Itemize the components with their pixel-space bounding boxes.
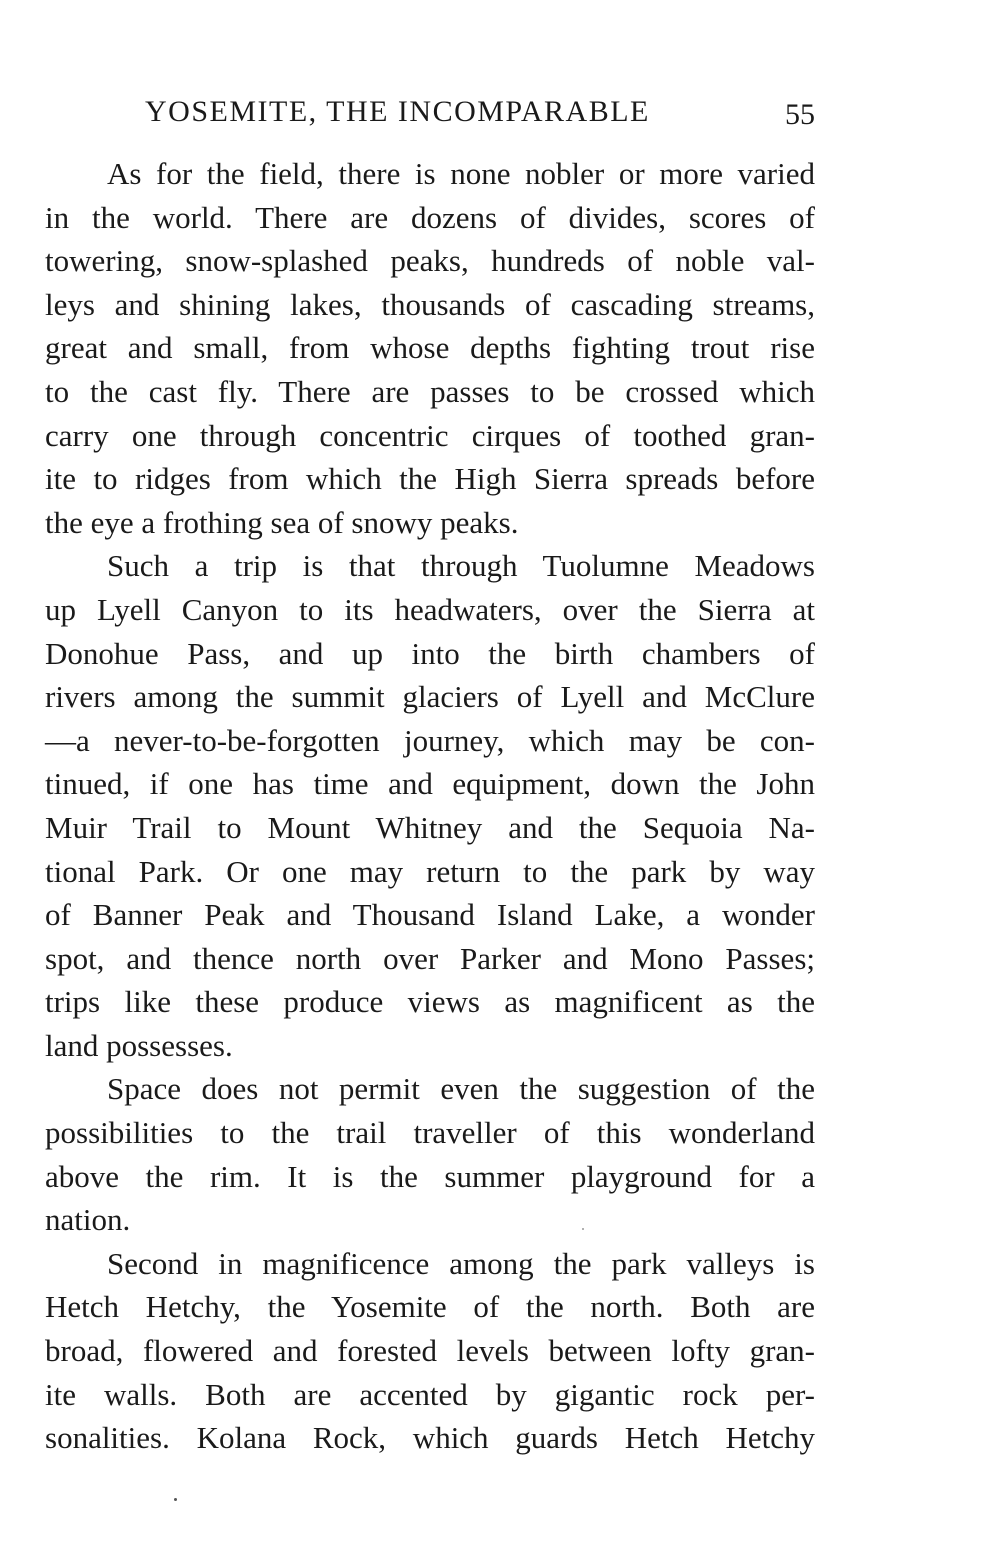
text-line: —a never-to-be-forgotten journey, which may be con- bbox=[45, 722, 815, 758]
text-line: sonalities. Kolana Rock, which guards Hetch Hetchy bbox=[45, 1420, 815, 1456]
text-line: broad, flowered and forested levels between lofty gran- bbox=[45, 1333, 815, 1369]
text-line: towering, snow-splashed peaks, hundreds of noble val- bbox=[45, 243, 815, 279]
text-line: Donohue Pass, and up into the birth chambers of bbox=[45, 635, 815, 671]
text-line: in the world. There are dozens of divides, scores of bbox=[45, 199, 815, 235]
paragraph bbox=[45, 152, 815, 544]
text-line: possibilities to the trail traveller of this wonderland bbox=[45, 1115, 815, 1151]
text-line: great and small, from whose depths fighting trout rise bbox=[45, 330, 815, 366]
text-line: the eye a frothing sea of snowy peaks. bbox=[45, 504, 519, 540]
text-line: land possesses. bbox=[45, 1027, 233, 1063]
text-line: tional Park. Or one may return to the park by way bbox=[45, 853, 815, 889]
text-line: Hetch Hetchy, the Yosemite of the north. Both are bbox=[45, 1289, 815, 1325]
text-line: trips like these produce views as magnificent as the bbox=[45, 984, 815, 1020]
text-line: to the cast fly. There are passes to be crossed which bbox=[45, 373, 815, 409]
text-line: Muir Trail to Mount Whitney and the Sequoia Na- bbox=[45, 809, 815, 845]
text-line: spot, and thence north over Parker and Mono Passes; bbox=[45, 940, 815, 976]
body-text bbox=[45, 152, 815, 1460]
paragraph bbox=[45, 1067, 815, 1241]
text-line: ite walls. Both are accented by gigantic rock per- bbox=[45, 1376, 815, 1412]
print-speck bbox=[174, 1498, 177, 1501]
text-line: Second in magnificence among the park valleys is bbox=[107, 1245, 815, 1281]
text-line: rivers among the summit glaciers of Lyell and McClure bbox=[45, 679, 815, 715]
text-line: tinued, if one has time and equipment, down the John bbox=[45, 766, 815, 802]
text-line: of Banner Peak and Thousand Island Lake, a wonder bbox=[45, 897, 815, 933]
running-title: YOSEMITE, THE INCOMPARABLE bbox=[145, 95, 650, 128]
text-line: leys and shining lakes, thousands of cascading streams, bbox=[45, 286, 815, 322]
text-line: As for the field, there is none nobler or more varied bbox=[107, 156, 815, 191]
text-line: carry one through concentric cirques of toothed gran- bbox=[45, 417, 815, 453]
text-line: ite to ridges from which the High Sierra spreads before bbox=[45, 461, 815, 497]
paragraph bbox=[45, 1242, 815, 1460]
print-speck bbox=[582, 1228, 584, 1230]
running-head bbox=[45, 90, 815, 134]
text-line: Space does not permit even the suggestion of the bbox=[107, 1071, 815, 1107]
text-line: up Lyell Canyon to its headwaters, over the Sierra at bbox=[45, 591, 815, 627]
page-number: 55 bbox=[785, 98, 815, 131]
text-line: nation. bbox=[45, 1202, 131, 1238]
text-line: above the rim. It is the summer playground for a bbox=[45, 1158, 815, 1194]
paragraph bbox=[45, 544, 815, 1067]
text-line: Such a trip is that through Tuolumne Meadows bbox=[107, 548, 815, 584]
